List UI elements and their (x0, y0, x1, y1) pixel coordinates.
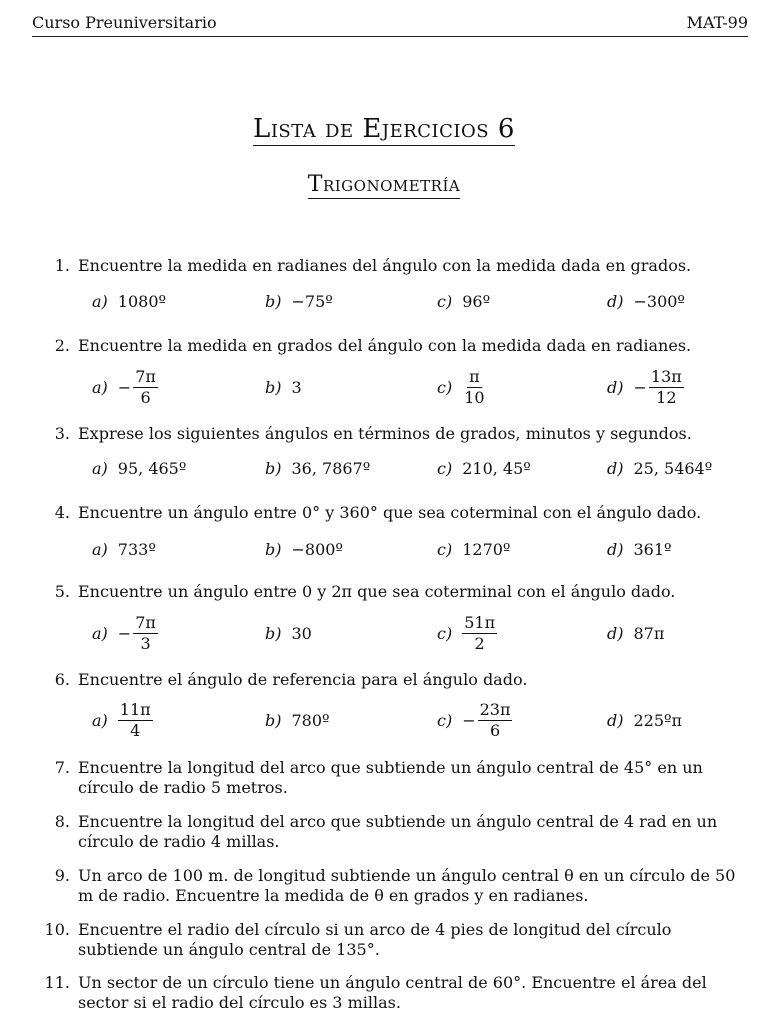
fraction (133, 368, 158, 407)
fraction-numerator: 51π (464, 612, 496, 632)
page-title (0, 114, 768, 144)
option-a (92, 367, 158, 407)
option-label: b) (265, 623, 282, 643)
fraction-denominator: 3 (140, 633, 151, 653)
minus-sign: − (462, 710, 476, 730)
exercise-number: 11. (44, 973, 70, 992)
option-label: d) (607, 377, 624, 397)
option-label: b) (265, 291, 282, 311)
exercise-number: 9. (54, 866, 70, 885)
exercise-number: 8. (54, 812, 70, 831)
page-header (32, 12, 748, 37)
exercise-number: 7. (54, 758, 70, 777)
fraction (462, 614, 497, 653)
option-value: 3 (291, 377, 302, 397)
fraction-denominator: 4 (130, 720, 141, 740)
option-d (607, 448, 712, 488)
option-label: d) (607, 458, 624, 478)
option-value: 733º (117, 539, 156, 559)
option-label: d) (607, 623, 624, 643)
option-value: 1270º (462, 539, 511, 559)
option-c (437, 367, 487, 407)
minus-sign: − (117, 623, 132, 643)
option-value: −800º (291, 539, 343, 559)
exercise-statement: Encuentre un ángulo entre 0° y 360° que sea coterminal con el ángulo dado. (78, 503, 702, 522)
exercise-statement: Un arco de 100 m. de longitud subtiende un ángulo central θ en un círculo de 50 m de radio. Encuentre la medida de θ en grados y en radianes. (78, 866, 736, 905)
exercise-statement: Encuentre la medida en grados del ángulo con la medida dada en radianes. (78, 336, 692, 355)
option-value: 36, 7867º (291, 458, 371, 478)
minus-sign: − (633, 377, 647, 397)
option-c (437, 281, 490, 321)
option-a (92, 448, 186, 488)
option-label: a) (92, 710, 108, 730)
option-value: 780º (291, 710, 330, 730)
option-label: c) (437, 291, 453, 311)
option-d (607, 613, 664, 653)
option-value: 361º (633, 539, 672, 559)
option-c (437, 529, 510, 569)
option-b (265, 367, 302, 407)
fraction (462, 368, 486, 407)
exercise-number: 3. (54, 424, 70, 443)
option-d (607, 367, 684, 407)
exercise-statement: Un sector de un círculo tiene un ángulo central de 60°. Encuentre el área del sector si el radio del círculo es 3 millas. (78, 973, 707, 1012)
exercise-statement: Exprese los siguientes ángulos en términos de grados, minutos y segundos. (78, 424, 692, 443)
option-a (92, 529, 156, 569)
option-b (265, 613, 312, 653)
option-label: c) (437, 710, 453, 730)
option-c (437, 700, 512, 740)
page-subtitle (0, 172, 768, 197)
exercise-statement: Encuentre la longitud del arco que subtiende un ángulo central de 45° en un círculo de radio 5 metros. (78, 758, 703, 797)
exercise-number: 6. (54, 670, 70, 689)
exercise-statement: Encuentre un ángulo entre 0 y 2π que sea coterminal con el ángulo dado. (78, 582, 676, 601)
option-b (265, 281, 333, 321)
option-label: b) (265, 377, 282, 397)
option-label: a) (92, 623, 108, 643)
page-subtitle-text: Trigonometría (307, 172, 461, 197)
option-label: b) (265, 539, 282, 559)
option-value: −300º (633, 291, 685, 311)
option-label: d) (607, 539, 624, 559)
option-label: a) (92, 377, 108, 397)
option-label: b) (265, 710, 282, 730)
option-label: a) (92, 458, 108, 478)
option-a (92, 700, 153, 740)
fraction-numerator: 13π (650, 366, 682, 386)
fraction (649, 368, 684, 407)
option-b (265, 529, 343, 569)
option-label: a) (92, 539, 108, 559)
option-value: 25, 5464º (633, 458, 713, 478)
fraction-denominator: 6 (489, 720, 501, 740)
fraction-numerator: π (469, 366, 480, 386)
exercise-statement: Encuentre el radio del círculo si un arco de 4 pies de longitud del círculo subtiende un ángulo central de 135°. (78, 920, 672, 959)
fraction-denominator: 12 (656, 387, 677, 407)
option-label: c) (437, 623, 453, 643)
option-d (607, 700, 682, 740)
option-d (607, 529, 672, 569)
option-b (265, 448, 370, 488)
page-title-text: Lista de Ejercicios 6 (253, 114, 515, 144)
exercise-statement: Encuentre la medida en radianes del ángulo con la medida dada en grados. (78, 256, 692, 275)
fraction-numerator: 7π (135, 612, 156, 632)
option-value: 30 (291, 623, 312, 643)
exercise-statement: Encuentre la longitud del arco que subtiende un ángulo central de 4 rad en un círculo de radio 4 millas. (78, 812, 718, 851)
option-label: b) (265, 458, 282, 478)
option-value: 1080º (117, 291, 167, 311)
fraction-numerator: 23π (479, 699, 511, 719)
fraction-denominator: 6 (140, 387, 151, 407)
option-label: c) (437, 458, 453, 478)
option-label: c) (437, 377, 453, 397)
fraction (133, 614, 158, 653)
option-value: 96º (462, 291, 491, 311)
option-value: 87π (633, 623, 665, 643)
fraction-numerator: 11π (119, 699, 151, 719)
fraction-denominator: 2 (474, 633, 485, 653)
option-value: 95, 465º (117, 458, 187, 478)
option-a (92, 281, 166, 321)
exercise-number: 10. (44, 920, 70, 939)
exercise-number: 4. (54, 503, 70, 522)
option-d (607, 281, 685, 321)
fraction (478, 701, 513, 740)
option-value: 225ºπ (633, 710, 683, 730)
exercise-number: 1. (54, 256, 70, 275)
option-label: d) (607, 710, 624, 730)
exercise-statement: Encuentre el ángulo de referencia para el ángulo dado. (78, 670, 528, 689)
option-label: c) (437, 539, 453, 559)
option-c (437, 448, 531, 488)
option-label: a) (92, 291, 108, 311)
exercise-number: 2. (54, 336, 70, 355)
option-value: 210, 45º (462, 458, 531, 478)
option-c (437, 613, 497, 653)
exercise-number: 5. (54, 582, 70, 601)
minus-sign: − (117, 377, 132, 397)
course-code: MAT-99 (686, 13, 748, 32)
option-b (265, 700, 330, 740)
option-value: −75º (291, 291, 333, 311)
fraction-numerator: 7π (135, 366, 156, 386)
fraction (118, 701, 153, 740)
option-a (92, 613, 158, 653)
fraction-denominator: 10 (464, 387, 485, 407)
option-label: d) (607, 291, 624, 311)
course-name: Curso Preuniversitario (32, 13, 217, 32)
